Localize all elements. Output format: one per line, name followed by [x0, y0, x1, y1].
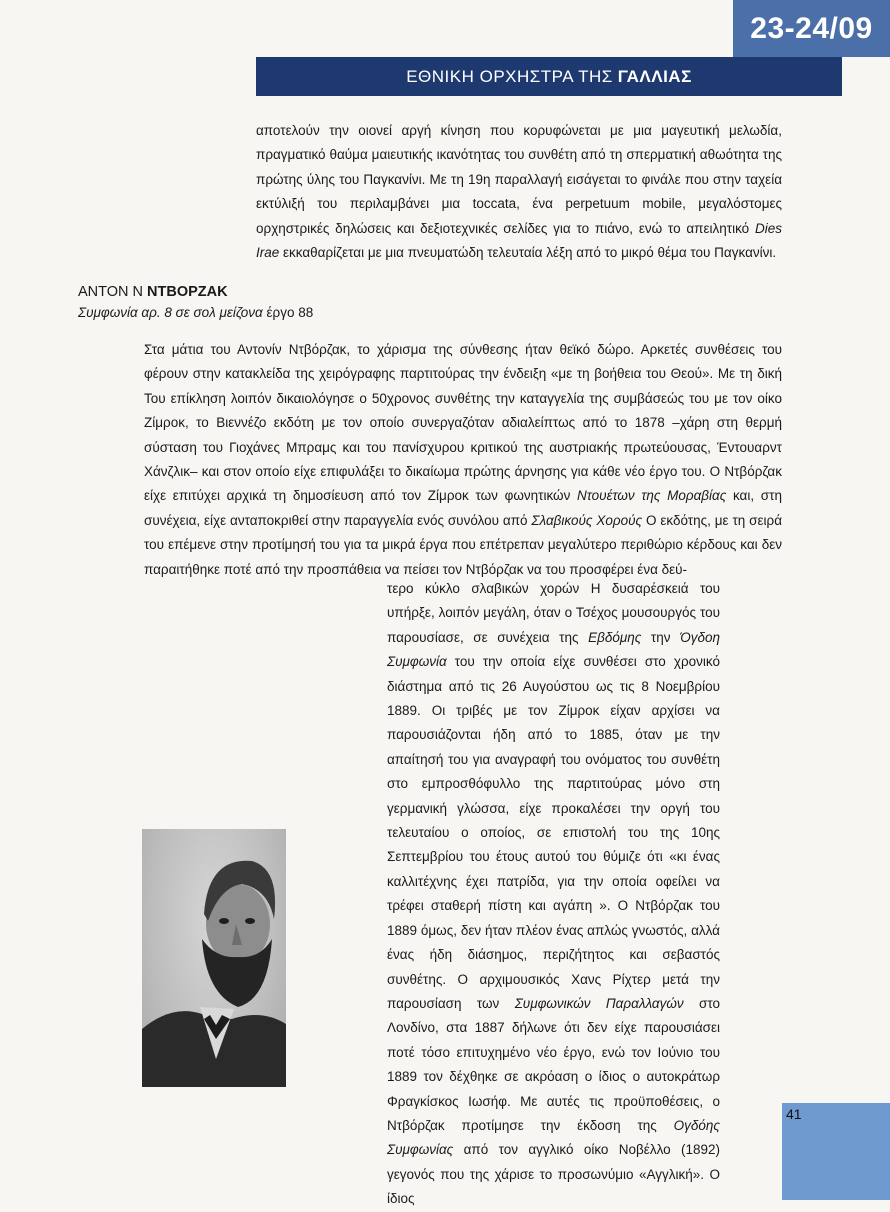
body-text-1: Στα μάτια του Αντονίν Ντβόρζακ, το χάρισμα της σύνθεσης ήταν θεϊκό δώρο. Αρκετές συνθέσεις του φέρουν στην κατακλείδα της χειρόγραφης παρτιτούρας την ένδειξη «με τη βοήθεια του Θεού». Με τη δική Του επίκληση λοιπόν δικαιολόγησε ο 50χρονος συνθέτης την καταγγελία της συμβάσεώς του με τον οίκο Ζίμροκ, το Βιεννέζο εκδότη με τον οποίο συνεργαζόταν αδιαλείπτως από το 1878 –χάρη στη θερμή σύσταση του Γιοχάνες Μπραμς και του πανίσχυρου κριτικού της αυστριακής πρωτεύουσας, Έντουαρντ Χάνζλικ– και στον οποίο είχε επιφυλάξει το δικαίωμα πρώτης άρνησης για κάθε νέο έργο του. Ο Ντβόρζακ είχε επιτύχει αρχικά τη δημοσίευση από τον Ζίμροκ των φωνητικών — [144, 342, 782, 504]
orchestra-title-strong: ΓΑΛΛΙΑΣ — [617, 66, 692, 86]
work-opus: έργο 88 — [266, 305, 314, 320]
portrait-image — [142, 829, 286, 1087]
body-text-3: Ο εκδότης, με τη σειρά του επέμενε στην προτίμησή του για τα μικρά έργα που επέτρεπαν μεγαλύτερο περιθώριο κέρδους και δεν παραιτήθηκε ποτέ από την προσπάθεια να πείσει τον Ντβόρζακ να του προσφέρει ένα δεύ- — [144, 512, 783, 577]
body-paragraph — [144, 338, 782, 582]
intro-italic: Dies Irae — [256, 220, 782, 261]
composer-portrait — [142, 829, 286, 1087]
cont-italic-2: Όγδοη Συμφωνία — [387, 629, 721, 670]
work-title-text: Συμφωνία αρ. 8 σε σολ μείζονα — [78, 305, 267, 320]
season-label — [733, 0, 890, 57]
body-italic-1: Ντουέτων της Μοραβίας — [577, 488, 727, 504]
composer-heading — [78, 284, 228, 300]
cont-text-2: την — [641, 629, 681, 645]
header-bar — [256, 57, 842, 96]
composer-name: ΝΤΒΟΡΖΑΚ — [147, 284, 228, 300]
page-number: 41 — [786, 1106, 802, 1122]
cont-text-4: στο Λονδίνο, στα 1887 δήλωνε ότι δεν είχε παρουσιάσει ποτέ τόσο επιτυχημένο νέο έργο, ενώ τον Ιούνιο του 1889 τον δέχθηκε σε ακρόαση ο ίδιος ο αυτοκράτωρ Φραγκίσκος Ιωσήφ. Με αυτές τις προϋποθέσεις, ο Ντβόρζακ προτίμησε την έκδοση της — [387, 995, 721, 1133]
intro-text-end: εκκαθαρίζεται με μια πνευματώδη τελευταία λέξη από το μικρό θέμα του Παγκανίνι. — [279, 245, 777, 261]
cont-text-1: τερο κύκλο σλαβικών χορών Η δυσαρέσκειά του υπήρξε, λοιπόν μεγάλη, όταν ο Τσέχος μουσουργός του παρουσίασε, σε συνέχεια της — [387, 581, 720, 645]
cont-italic-4: Ογδόης Συμφωνίας — [387, 1117, 720, 1158]
orchestra-title: ΕΘΝΙΚΗ ΟΡΧΗΣΤΡΑ ΤΗΣ — [406, 66, 613, 86]
cont-italic-1: Εβδόμης — [588, 629, 642, 645]
season-text: 23-24/09 — [750, 11, 873, 45]
cont-italic-3: Συμφωνικών Παραλλαγών — [514, 995, 684, 1011]
work-title — [78, 305, 313, 320]
body-text-2: και, στη συνέχεια, είχε ανταποκριθεί στην παραγγελία ενός συνόλου από — [144, 488, 782, 528]
intro-paragraph — [256, 119, 782, 265]
intro-text: αποτελούν την οιονεί αργή κίνηση που κορυφώνεται με μια μαγευτική μελωδία, πραγματικό θαύμα μαιευτικής ικανότητας του συνθέτη από τη σπερματική αθωότητα της πρώτης ύλης του Παγκανίνι. Με τη 19η παραλλαγή εισάγεται το φινάλε που στην ταχεία εκτύλιξή του περιλαμβάνει μια toccata, ένα perpetuum mobile, μεγαλόστομες ορχηστρικές δηλώσεις και δεξιοτεχνικές σελίδες για το πιάνο, ενώ το απειλητικό — [256, 123, 782, 236]
body-paragraph-continued — [387, 577, 720, 1212]
body-italic-2: Σλαβικούς Χορούς — [531, 512, 643, 528]
cont-text-3: του την οποία είχε συνθέσει στο χρονικό διάστημα από τις 26 Αυγούστου ως τις 8 Νοεμβρίου 1889. Οι τριβές με τον Ζίμροκ είχαν αρχίσει να παρουσιάζονται ήδη από το 1885, όταν με την απαίτησή του για αναγραφή του ονόματος του συνθέτη στο εμπροσθόφυλλο της παρτιτούρας μόνο στη γερμανική γλώσσα, είχε προκαλέσει την οργή του τελευταίου ο οποίος, σε επιστολή του της 10ης Σεπτεμβρίου του έτους αυτού του θύμιζε ότι «κι ένας καλλιτέχνης έχει πατρίδα, για την οποία οφείλει να τρέφει σταθερή πίστη και αγάπη ». Ο Ντβόρζακ του 1889 όμως, δεν ήταν πλέον ένας απλώς γνωστός, αλλά ένας ήδη διάσημος, περιζήτητος και σεβαστός συνθέτης. Ο αρχιμουσικός Χανς Ρίχτερ μετά την παρουσίαση των — [387, 654, 720, 1011]
cont-text-5: από τον αγγλικό οίκο Νοβέλλο (1892) γεγονός που της χάρισε το προσωνύμιο «Αγγλική». Ο ίδιος — [387, 1142, 720, 1207]
composer-prefix: ΑΝΤΟΝ Ν — [78, 284, 148, 300]
